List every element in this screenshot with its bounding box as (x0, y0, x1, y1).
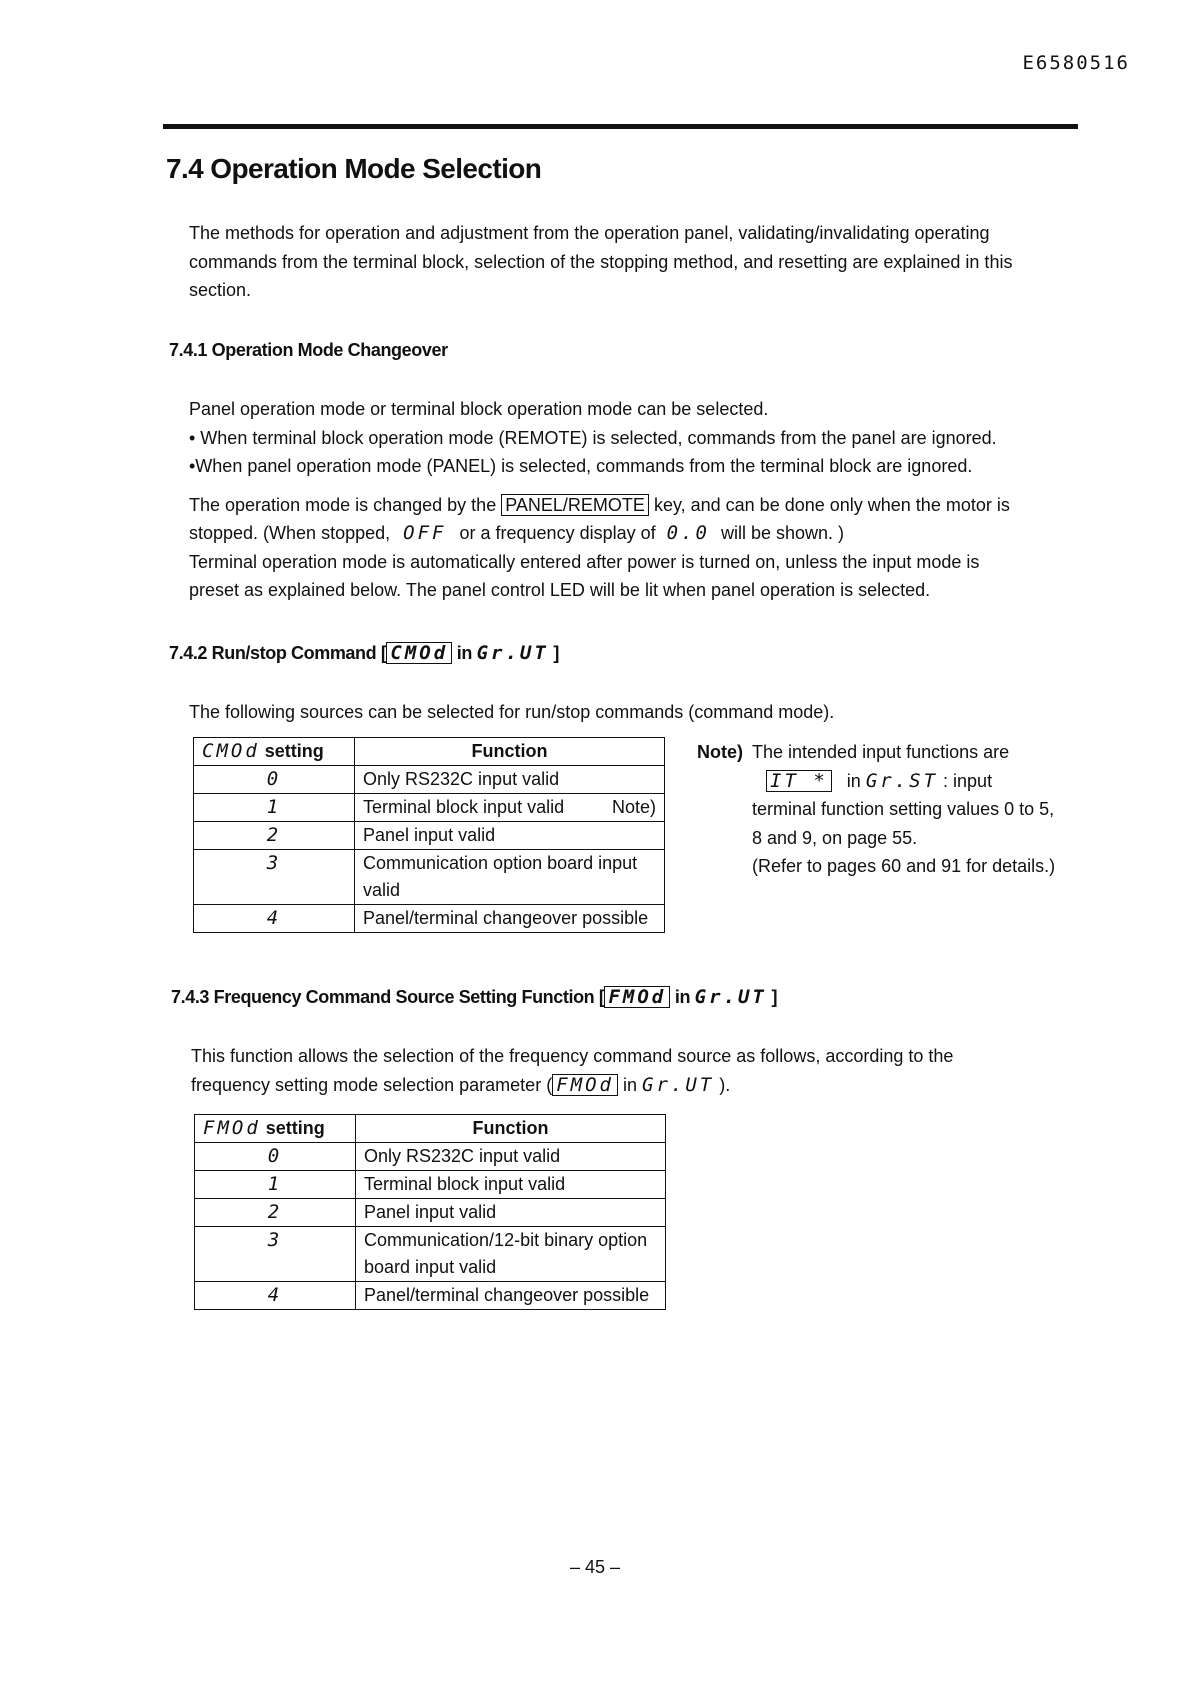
body-line: •When panel operation mode (PANEL) is selected, commands from the terminal block are ignored. (189, 456, 973, 476)
note-line: terminal function setting values 0 to 5, (752, 799, 1055, 819)
note-line: The intended input functions are (752, 742, 1010, 762)
table-row (194, 850, 665, 905)
table-row (194, 766, 665, 794)
off-display: OFF (403, 522, 447, 544)
text-span: will be shown. ) (720, 523, 845, 543)
header-setting-label: setting (264, 741, 324, 761)
table-cell-code: 1 (195, 1171, 356, 1199)
note-in: in (846, 770, 861, 791)
table-cell-code: 4 (194, 905, 355, 933)
table-cell-code: 1 (194, 794, 355, 822)
table-header-row (195, 1115, 666, 1143)
body-line: Panel operation mode or terminal block operation mode can be selected. (189, 399, 769, 419)
header-setting (194, 738, 355, 766)
table-row (195, 1143, 666, 1171)
table-row (194, 822, 665, 850)
document-id: E6580516 (1022, 52, 1130, 74)
cmod-table (193, 737, 665, 933)
table-cell-code: 4 (195, 1282, 356, 1310)
note-tail: : input (943, 770, 993, 791)
group-ut: Gr.UT (694, 986, 767, 1008)
table-row (195, 1199, 666, 1227)
intro-line: section. (189, 280, 252, 300)
table-row (194, 905, 665, 933)
heading-text: ] (553, 643, 560, 663)
table-cell-function: Only RS232C input valid (355, 766, 665, 794)
header-param: FMOd (203, 1117, 261, 1139)
body-line (189, 491, 1109, 520)
section-741-body (189, 395, 1109, 605)
table-header-row (194, 738, 665, 766)
note-ref: Note) (611, 797, 656, 817)
table-cell-function: Panel input valid (356, 1199, 666, 1227)
table-row (195, 1227, 666, 1282)
text-span: The operation mode is changed by the (189, 494, 497, 515)
heading-text: 7.4.2 Run/stop Command [ (169, 643, 387, 663)
table-cell-function: Terminal block input valid (356, 1171, 666, 1199)
text-span: frequency setting mode selection parameter ( (191, 1074, 553, 1095)
body-line: Terminal operation mode is automatically entered after power is turned on, unless the input mode is (189, 551, 980, 572)
table-cell-code: 0 (194, 766, 355, 794)
section-heading-743 (171, 986, 777, 1008)
heading-text: in (456, 643, 472, 663)
table-cell-function: Panel/terminal changeover possible (356, 1282, 666, 1310)
table-cell-function: Communication/12-bit binary option board input valid (356, 1227, 666, 1282)
table-row (195, 1171, 666, 1199)
table-cell-code: 2 (195, 1199, 356, 1227)
section-743-intro (191, 1042, 1111, 1099)
it-param: IT * (766, 770, 832, 792)
header-function: Function (356, 1115, 666, 1143)
header-function: Function (355, 738, 665, 766)
text-span: in (622, 1074, 637, 1095)
header-setting (195, 1115, 356, 1143)
page-title: 7.4 Operation Mode Selection (166, 153, 542, 184)
table-cell-code: 0 (195, 1143, 356, 1171)
intro-line: This function allows the selection of the frequency command source as follows, according to the (191, 1046, 954, 1066)
text-span: stopped. (When stopped, (189, 523, 391, 543)
intro-line (191, 1071, 1111, 1100)
text-span: key, and can be done only when the motor is (653, 494, 1010, 515)
table-cell-function: Panel/terminal changeover possible (355, 905, 665, 933)
header-setting-label: setting (265, 1118, 325, 1138)
table-cell-function: Communication option board input valid (355, 850, 665, 905)
fmod-table (194, 1114, 666, 1310)
fmod-param: FMOd (604, 986, 670, 1008)
note-text (752, 738, 1092, 881)
body-line: • When terminal block operation mode (REMOTE) is selected, commands from the panel are ignored. (189, 427, 997, 448)
section-heading-741: 7.4.1 Operation Mode Changeover (169, 340, 448, 360)
heading-text: ] (771, 987, 778, 1007)
note-line: 8 and 9, on page 55. (752, 827, 918, 848)
fmod-param: FMOd (552, 1074, 618, 1096)
panel-remote-key: PANEL/REMOTE (501, 494, 649, 516)
heading-text: in (674, 987, 691, 1007)
intro-line: commands from the terminal block, selection of the stopping method, and resetting are explained in this (189, 251, 1013, 272)
table-row (195, 1282, 666, 1310)
note-line: (Refer to pages 60 and 91 for details.) (752, 856, 1056, 876)
intro-line: The methods for operation and adjustment from the operation panel, validating/invalidating operating (189, 223, 990, 243)
table-cell-code: 3 (195, 1227, 356, 1282)
body-line: preset as explained below. The panel control LED will be lit when panel operation is selected. (189, 580, 931, 600)
intro-paragraph (189, 219, 1109, 305)
function-text: Terminal block input valid (363, 797, 565, 817)
table-row (194, 794, 665, 822)
table-cell-code: 2 (194, 822, 355, 850)
group-ut: Gr.UT (476, 642, 549, 664)
table-cell-function (355, 794, 665, 822)
table-cell-code: 3 (194, 850, 355, 905)
header-param: CMOd (202, 740, 260, 762)
section-742-intro: The following sources can be selected for run/stop commands (command mode). (189, 702, 835, 722)
text-span: or a frequency display of (459, 523, 656, 543)
page-number: – 45 – (569, 1557, 621, 1577)
table-cell-function: Panel input valid (355, 822, 665, 850)
cmod-param: CMOd (386, 642, 452, 664)
text-span: ). (719, 1074, 731, 1095)
header-rule (163, 124, 1078, 129)
section-heading-742 (169, 642, 559, 664)
heading-text: 7.4.3 Frequency Command Source Setting Function [ (171, 987, 605, 1007)
group-st: Gr.ST (865, 769, 939, 792)
note-label: Note) (697, 742, 743, 762)
body-line (189, 519, 1109, 548)
zero-display: 0.0 (666, 522, 710, 544)
group-ut: Gr.UT (642, 1073, 715, 1096)
table-cell-function: Only RS232C input valid (356, 1143, 666, 1171)
note-line (752, 767, 1092, 796)
